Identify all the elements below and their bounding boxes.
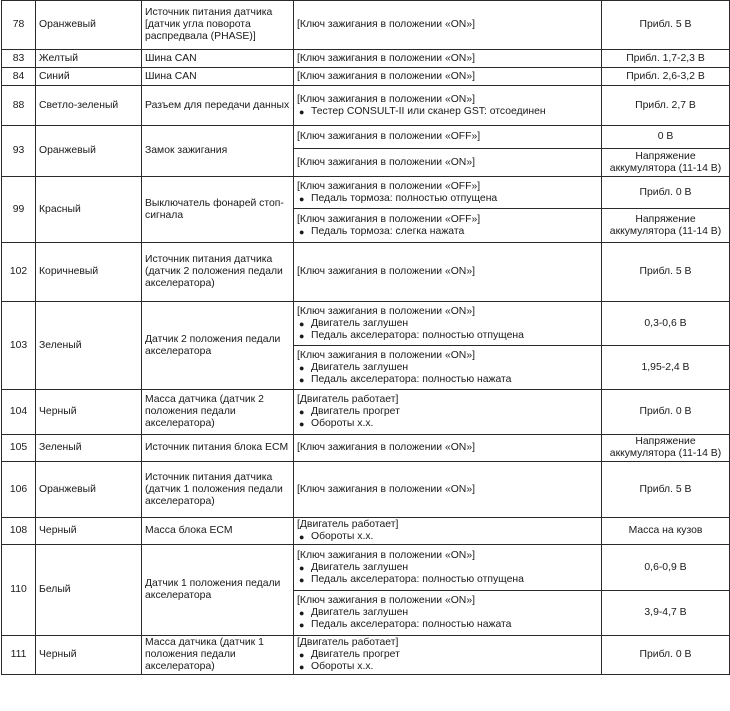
condition-bullet: ● Педаль тормоза: слегка нажата: [297, 226, 598, 238]
condition-bullet: ● Обороты х.х.: [297, 661, 598, 673]
condition-bullet: ● Педаль акселератора: полностью отпущена: [297, 574, 598, 586]
condition-header: [Ключ зажигания в положении «ON»]: [297, 305, 475, 317]
terminal-number: 88: [2, 86, 36, 126]
wire-color: Красный: [36, 177, 142, 243]
condition-cell: [294, 1, 602, 50]
condition-list: [297, 406, 598, 430]
condition-cell: [294, 390, 602, 435]
condition-cell: [294, 462, 602, 518]
condition-header: [Двигатель работает]: [297, 519, 399, 530]
terminal-number: 104: [2, 390, 36, 435]
terminal-purpose: Источник питания датчика (датчик 2 положения педали акселератора): [142, 243, 294, 302]
condition-cell: [294, 86, 602, 126]
table-row: [2, 68, 730, 86]
condition-list: [297, 649, 598, 673]
condition-bullet: ● Тестер CONSULT-II или сканер GST: отсоединен: [297, 106, 598, 118]
condition-cell: [294, 68, 602, 86]
terminal-number: 111: [2, 636, 36, 675]
terminal-number: 108: [2, 518, 36, 545]
condition-header: [Ключ зажигания в положении «ON»]: [297, 19, 475, 30]
voltage-value: Прибл. 5 В: [602, 243, 730, 302]
terminal-number: 99: [2, 177, 36, 243]
terminal-number: 103: [2, 302, 36, 390]
ecm-terminal-table: [1, 0, 730, 675]
condition-cell: [294, 591, 602, 636]
condition-bullet: ● Педаль акселератора: полностью нажата: [297, 374, 598, 386]
voltage-value: Прибл. 5 В: [602, 462, 730, 518]
voltage-value: Масса на кузов: [602, 518, 730, 545]
condition-list: [297, 106, 598, 118]
terminal-purpose: Разъем для передачи данных: [142, 86, 294, 126]
voltage-value: Прибл. 0 В: [602, 390, 730, 435]
wire-color: Коричневый: [36, 243, 142, 302]
terminal-purpose: Масса датчика (датчик 2 положения педали акселератора): [142, 390, 294, 435]
condition-header: [Ключ зажигания в положении «ON»]: [297, 52, 475, 64]
condition-bullet: ● Обороты х.х.: [297, 531, 598, 543]
table-row: [2, 435, 730, 462]
condition-bullet: ● Двигатель заглушен: [297, 318, 598, 330]
terminal-number: 110: [2, 545, 36, 636]
wire-color: Синий: [36, 68, 142, 86]
voltage-value: Прибл. 0 В: [602, 177, 730, 209]
wire-color: Черный: [36, 518, 142, 545]
condition-list: [297, 607, 598, 631]
voltage-value: Напряжение аккумулятора (11-14 В): [602, 435, 730, 462]
condition-cell: [294, 435, 602, 462]
condition-bullet: ● Двигатель заглушен: [297, 562, 598, 574]
terminal-purpose: Масса блока ECM: [142, 518, 294, 545]
condition-header: [Ключ зажигания в положении «ON»]: [297, 442, 475, 453]
wire-color: Оранжевый: [36, 126, 142, 177]
condition-header: [Ключ зажигания в положении «OFF»]: [297, 131, 481, 142]
voltage-value: Прибл. 2,6-3,2 В: [602, 68, 730, 86]
condition-list: [297, 193, 598, 205]
terminal-purpose: Шина CAN: [142, 68, 294, 86]
condition-header: [Двигатель работает]: [297, 394, 399, 405]
voltage-value: Прибл. 5 В: [602, 1, 730, 50]
condition-cell: [294, 177, 602, 209]
condition-header: [Ключ зажигания в положении «ON»]: [297, 70, 475, 82]
condition-header: [Ключ зажигания в положении «OFF»]: [297, 180, 481, 192]
table-row: [2, 86, 730, 126]
voltage-value: Напряжение аккумулятора (11-14 В): [602, 209, 730, 243]
condition-cell: [294, 126, 602, 149]
condition-bullet: ● Двигатель заглушен: [297, 362, 598, 374]
voltage-value: Прибл. 0 В: [602, 636, 730, 675]
condition-header: [Ключ зажигания в положении «ON»]: [297, 93, 475, 105]
table-row: [2, 50, 730, 68]
condition-header: [Ключ зажигания в положении «ON»]: [297, 349, 475, 361]
voltage-value: 0,3-0,6 В: [602, 302, 730, 346]
terminal-purpose: Замок зажигания: [142, 126, 294, 177]
condition-header: [Ключ зажигания в положении «OFF»]: [297, 213, 481, 225]
wire-color: Оранжевый: [36, 1, 142, 50]
condition-cell: [294, 545, 602, 591]
voltage-value: 0,6-0,9 В: [602, 545, 730, 591]
condition-bullet: ● Двигатель прогрет: [297, 649, 598, 661]
terminal-purpose: Выключатель фонарей стоп-сигнала: [142, 177, 294, 243]
table-row: [2, 518, 730, 545]
table-row: [2, 636, 730, 675]
terminal-number: 93: [2, 126, 36, 177]
terminal-purpose: Источник питания датчика (датчик 1 положения педали акселератора): [142, 462, 294, 518]
terminal-number: 78: [2, 1, 36, 50]
voltage-value: 1,95-2,4 В: [602, 346, 730, 390]
condition-header: [Двигатель работает]: [297, 637, 399, 648]
wire-color: Зеленый: [36, 435, 142, 462]
condition-bullet: ● Педаль тормоза: полностью отпущена: [297, 193, 598, 205]
terminal-purpose: Шина CAN: [142, 50, 294, 68]
terminal-purpose: Источник питания датчика [датчик угла поворота распредвала (PHASE)]: [142, 1, 294, 50]
condition-bullet: ● Обороты х.х.: [297, 418, 598, 430]
voltage-value: 3,9-4,7 В: [602, 591, 730, 636]
table-row: [2, 545, 730, 591]
terminal-number: 105: [2, 435, 36, 462]
wire-color: Черный: [36, 636, 142, 675]
wire-color: Черный: [36, 390, 142, 435]
wire-color: Желтый: [36, 50, 142, 68]
voltage-value: Напряжение аккумулятора (11-14 В): [602, 149, 730, 177]
condition-list: [297, 531, 598, 543]
voltage-value: 0 В: [602, 126, 730, 149]
table-row: [2, 243, 730, 302]
terminal-purpose: Датчик 2 положения педали акселератора: [142, 302, 294, 390]
table-row: [2, 302, 730, 346]
terminal-number: 106: [2, 462, 36, 518]
condition-cell: [294, 149, 602, 177]
condition-cell: [294, 302, 602, 346]
condition-cell: [294, 636, 602, 675]
condition-bullet: ● Педаль акселератора: полностью нажата: [297, 619, 598, 631]
wire-color: Зеленый: [36, 302, 142, 390]
condition-cell: [294, 346, 602, 390]
table-row: [2, 462, 730, 518]
condition-list: [297, 226, 598, 238]
voltage-value: Прибл. 1,7-2,3 В: [602, 50, 730, 68]
terminal-number: 84: [2, 68, 36, 86]
table-row: [2, 177, 730, 209]
terminal-purpose: Источник питания блока ECM: [142, 435, 294, 462]
terminal-purpose: Датчик 1 положения педали акселератора: [142, 545, 294, 636]
condition-header: [Ключ зажигания в положении «ON»]: [297, 595, 475, 606]
voltage-value: Прибл. 2,7 В: [602, 86, 730, 126]
condition-list: [297, 362, 598, 386]
condition-cell: [294, 50, 602, 68]
condition-header: [Ключ зажигания в положении «ON»]: [297, 266, 475, 277]
condition-cell: [294, 209, 602, 243]
condition-bullet: ● Двигатель заглушен: [297, 607, 598, 619]
wire-color: Оранжевый: [36, 462, 142, 518]
condition-header: [Ключ зажигания в положении «ON»]: [297, 483, 475, 495]
condition-list: [297, 318, 598, 342]
wire-color: Белый: [36, 545, 142, 636]
condition-bullet: ● Двигатель прогрет: [297, 406, 598, 418]
table-row: [2, 1, 730, 50]
condition-cell: [294, 243, 602, 302]
table-row: [2, 126, 730, 149]
condition-bullet: ● Педаль акселератора: полностью отпущена: [297, 330, 598, 342]
terminal-purpose: Масса датчика (датчик 1 положения педали акселератора): [142, 636, 294, 675]
condition-list: [297, 562, 598, 586]
terminal-number: 83: [2, 50, 36, 68]
wire-color: Светло-зеленый: [36, 86, 142, 126]
condition-header: [Ключ зажигания в положении «ON»]: [297, 156, 475, 168]
condition-cell: [294, 518, 602, 545]
table-row: [2, 390, 730, 435]
terminal-table-body: [2, 1, 730, 675]
terminal-number: 102: [2, 243, 36, 302]
condition-header: [Ключ зажигания в положении «ON»]: [297, 549, 475, 561]
